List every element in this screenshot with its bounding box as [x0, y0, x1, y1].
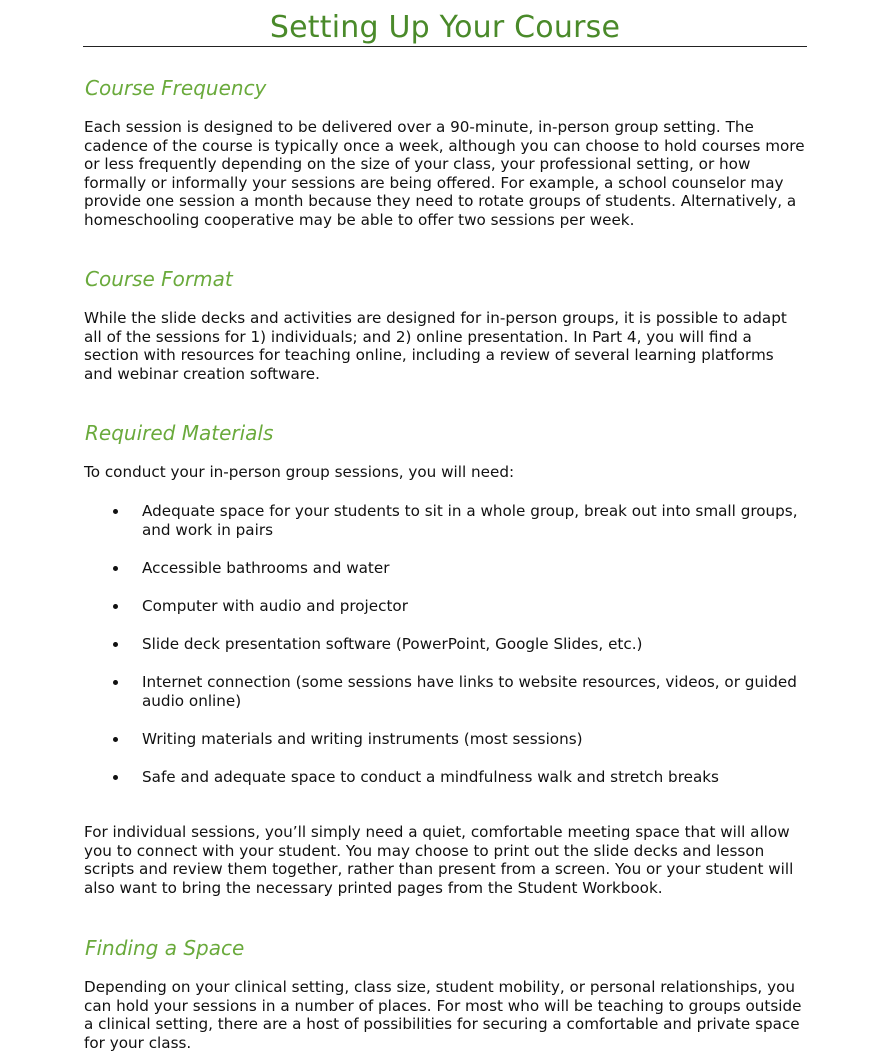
heading-finding-a-space: Finding a Space [85, 936, 245, 960]
list-item-text: Safe and adequate space to conduct a mindfulness walk and stretch breaks [142, 768, 719, 787]
list-item-text: Computer with audio and projector [142, 596, 408, 615]
list-item [84, 673, 806, 710]
bullet-icon [113, 737, 118, 742]
heading-course-format: Course Format [85, 267, 233, 291]
bullet-icon [113, 642, 118, 647]
list-item [84, 635, 806, 654]
list-item [84, 768, 806, 787]
heading-course-frequency: Course Frequency [85, 76, 267, 100]
bullet-icon [113, 604, 118, 609]
list-item [84, 502, 806, 539]
list-item [84, 730, 806, 749]
materials-list [84, 502, 806, 806]
page-title: Setting Up Your Course [269, 10, 621, 45]
heading-required-materials: Required Materials [85, 421, 274, 445]
list-item-text: Writing materials and writing instruments (most sessions) [142, 729, 583, 748]
list-item [84, 597, 806, 616]
paragraph-individual-sessions: For individual sessions, you’ll simply need a quiet, comfortable meeting space that will allow you to connect with your student. You may choose to print out the slide decks and lesson scripts and review them together, rather than present from a screen. You or your student will also want to bring the necessary printed pages from the Student Workbook. [84, 823, 794, 897]
title-underline [83, 46, 807, 47]
bullet-icon [113, 775, 118, 780]
bullet-icon [113, 566, 118, 571]
list-item [84, 559, 806, 578]
bullet-icon [113, 680, 118, 685]
paragraph-course-frequency: Each session is designed to be delivered over a 90-minute, in-person group setting. The cadence of the course is typically once a week, although you can choose to hold courses more or less frequently depending on the size of your class, your professional setting, or how formally or informally your sessions are being offered. For example, a school counselor may provide one session a month because they need to rotate groups of students. Alternatively, a homeschooling cooperative may be able to offer two sessions per week. [84, 118, 805, 229]
paragraph-materials-intro: To conduct your in-person group sessions, you will need: [84, 463, 515, 481]
list-item-text: Slide deck presentation software (PowerPoint, Google Slides, etc.) [142, 635, 643, 654]
paragraph-course-format: While the slide decks and activities are designed for in-person groups, it is possible to adapt all of the sessions for 1) individuals; and 2) online presentation. In Part 4, you will find a section with resources for teaching online, including a review of several learning platforms and webinar creation software. [84, 309, 787, 383]
list-item-text: Accessible bathrooms and water [142, 558, 390, 577]
bullet-icon [113, 509, 118, 514]
list-item-text: Adequate space for your students to sit in a whole group, break out into small groups, and work in pairs [142, 502, 798, 539]
list-item-text: Internet connection (some sessions have links to website resources, videos, or guided audio online) [142, 673, 797, 710]
paragraph-finding-a-space: Depending on your clinical setting, class size, student mobility, or personal relationships, you can hold your sessions in a number of places. For most who will be teaching to groups outside a clinical setting, there are a host of possibilities for securing a comfortable and private space for your class. [84, 978, 802, 1052]
